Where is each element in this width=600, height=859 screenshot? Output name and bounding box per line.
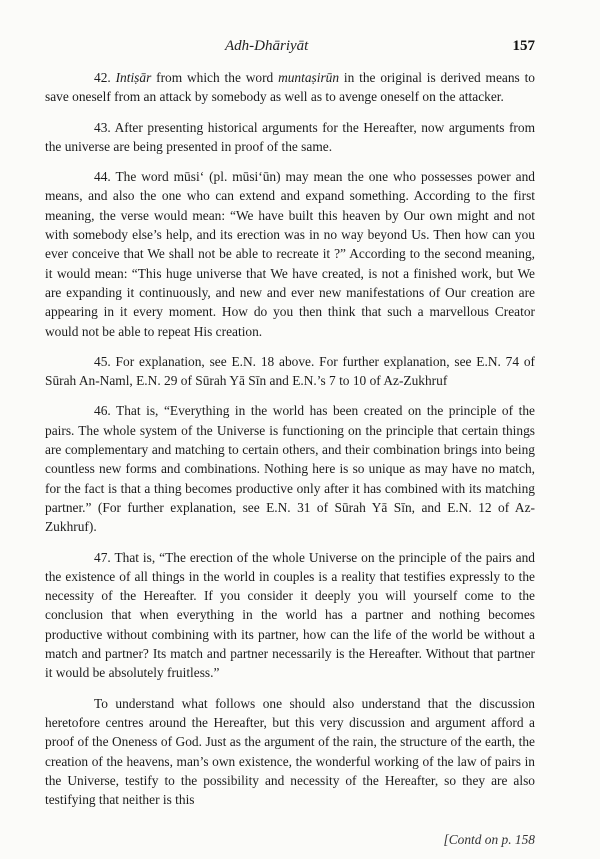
note-text: That is, “Everything in the world has been created on the principle of the pairs. The whole system of the Universe is functioning on the principle that certain things are complementary and matching to certain others, and their combination brings into being countless new forms and combinations. Nothing here is so unique as may have no match, for the fact is that a thing becomes productive only after it has combined with its matching partner.” (For further explanation, see E.N. 31 of Sūrah Yā Sīn, and E.N. 12 of Az-Zukhruf).	[45, 403, 535, 535]
note-47	[45, 548, 535, 683]
note-number: 46.	[94, 403, 111, 419]
running-title: Adh-Dhāriyāt	[225, 38, 309, 54]
note-text: The word mūsi‘ (pl. mūsi‘ūn) may mean the one who possesses power and means, and also the one who can extend and expand something. According to the first meaning, the verse would mean: “We have built this heaven by Our own might and not with somebody else’s help, and its erection was in no way beyond Us. Then how can you ever conceive that We shall not be able to recreate it ?” According to the second meaning, it would mean: “This huge universe that We have created, is not a finished work, but We are expanding it continuously, and new and ever new manifestations of Our creation are appearing in it every moment. How do you then think that such a marvellous Creator would not be able to repeat His creation.	[45, 169, 535, 339]
note-text: After presenting historical arguments for the Hereafter, now arguments from the universe are being presented in proof of the same.	[45, 119, 535, 154]
continuation-paragraph: To understand what follows one should also understand that the discussion heretofore centres around the Hereafter, but this very discussion and argument afford a proof of the Oneness of God. Just as the argument of the rain, the structure of the earth, the creation of the heavens, man’s own existence, the wonderful working of the law of pairs in the Universe, testify to the possibility and necessity of the Hereafter, so they are also testifying that neither is this	[45, 695, 535, 808]
note-text: For explanation, see E.N. 18 above. For further explanation, see E.N. 74 of Sūrah An-Naml, E.N. 29 of Sūrah Yā Sīn and E.N.’s 7 to 10 of Az-Zukhruf	[45, 353, 535, 389]
note-number: 42.	[94, 70, 111, 85]
note-text: in the original is derived means to save oneself from an attack by somebody as well as to avenge oneself on the attacker.	[45, 70, 535, 105]
page-number: 157	[512, 38, 535, 54]
note-number: 43.	[94, 119, 111, 135]
continued-note: [Contd on p. 158	[443, 832, 535, 847]
note-46	[45, 401, 535, 536]
page-header	[45, 38, 535, 58]
note-number: 44.	[94, 169, 111, 185]
note-number: 45.	[94, 353, 111, 369]
term-muntasirun: muntaṣirūn	[278, 70, 340, 85]
note-42	[45, 68, 535, 107]
term-intisar: Intiṣār	[115, 70, 152, 85]
note-text: from which the word	[151, 70, 279, 85]
page-body	[45, 68, 535, 820]
note-45	[45, 352, 535, 391]
note-43	[45, 118, 535, 157]
note-number: 47.	[94, 549, 111, 565]
note-text: That is, “The erection of the whole Universe on the principle of the pairs and the existence of all things in the world in couples is a reality that testifies expressly to the necessity of the Hereafter. If you consider it deeply you will yourself come to the conclusion that when everything in the world has a partner and nothing becomes productive without combining with its partner, how can the life of the world be without a match and partner? Its match and partner necessarily is the Hereafter. Without that partner it would be absolutely fruitless.”	[45, 549, 535, 681]
note-44	[45, 167, 535, 341]
